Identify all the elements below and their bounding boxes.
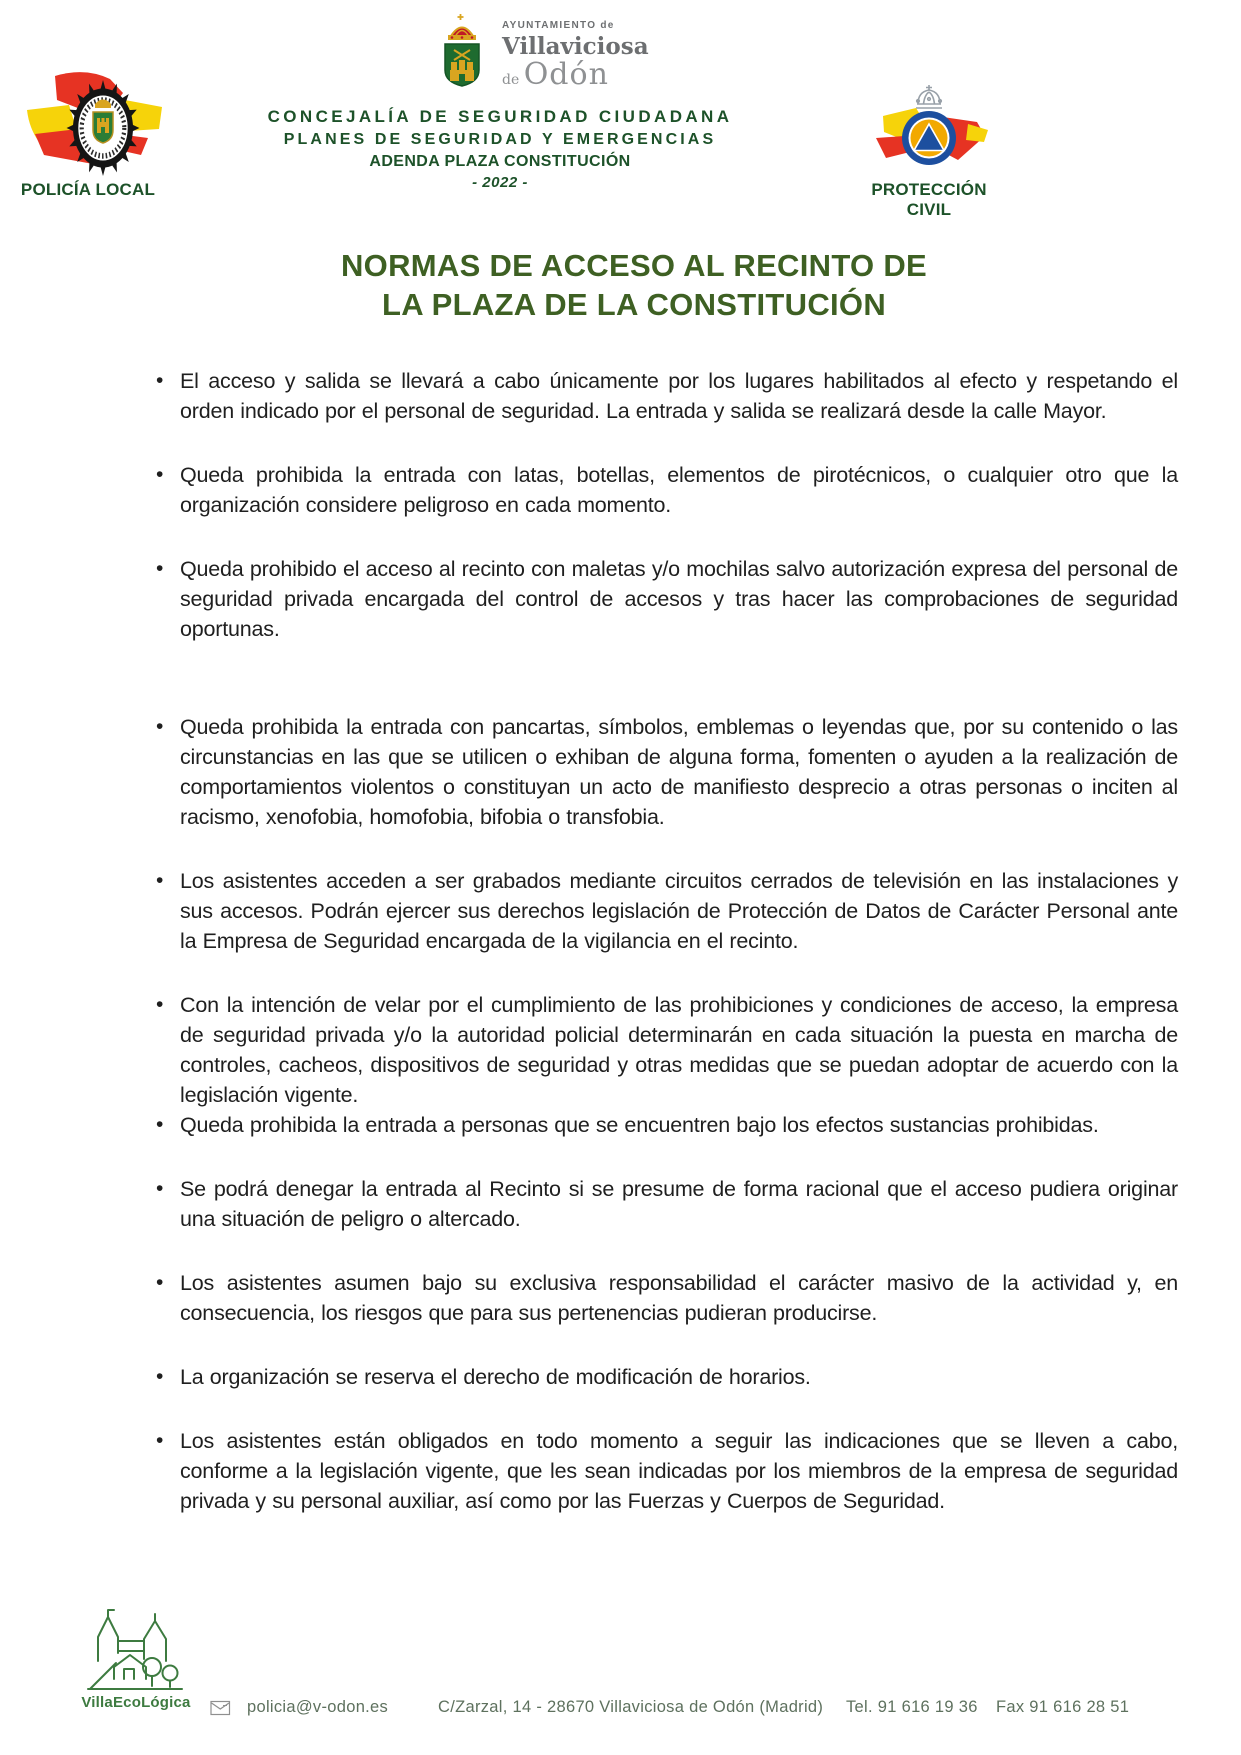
rule-text: El acceso y salida se llevará a cabo únicamente por los lugares habilitados al efecto y respetando el orden indicado por el personal de seguridad. La entrada y salida se realizará desde la calle Mayor. [180, 369, 1178, 423]
rule-text: Queda prohibida la entrada con pancartas, símbolos, emblemas o leyendas que, por su contenido o las circunstancias en las que se utilicen o exhiban de alguna forma, fomenten o ayuden a la realización de comportamientos violentos o constituyan un acto de manifiesto desprecio a otras personas o inciten al racismo, xenofobia, homofobia, bifobia o transfobia. [180, 715, 1178, 829]
villaecologica-logo-icon [86, 1597, 186, 1691]
policia-local-label: POLICÍA LOCAL [20, 180, 156, 199]
rule-text: Queda prohibida la entrada con latas, botellas, elementos de pirotécnicos, o cualquier otro que la organización considere peligroso en cada momento. [180, 463, 1178, 517]
page-title-line-2: LA PLAZA DE LA CONSTITUCIÓN [381, 287, 887, 322]
rule-item [152, 1268, 1178, 1328]
rule-item [152, 366, 1178, 426]
town-de: de [502, 72, 520, 88]
rule-text: Con la intención de velar por el cumplimiento de las prohibiciones y condiciones de acceso, la empresa de seguridad privada y/o la autoridad policial determinarán en cada situación la puesta en marcha de controles, cacheos, dispositivos de seguridad y otras medidas que se puedan adoptar de acuerdo con la legislación vigente. [180, 993, 1178, 1107]
policia-local-badge-icon [25, 72, 165, 180]
villaecologica-logo-text: VillaEcoLógica [81, 1694, 191, 1711]
footer-phone: Tel. 91 616 19 36 [846, 1698, 978, 1716]
rules-list [152, 366, 1178, 1516]
town-name: Villaviciosa [502, 33, 649, 60]
dept-line-1: CONCEJALÍA DE SEGURIDAD CIUDADANA [267, 107, 733, 126]
page-title [34, 246, 1234, 324]
rule-text: Queda prohibido el acceso al recinto con maletas y/o mochilas salvo autorización expresa del personal de seguridad privada encargada del control de accesos y tras hacer las comprobaciones de seguridad oportunas. [180, 557, 1178, 641]
rule-item [152, 866, 1178, 956]
page-title-line-1: NORMAS DE ACCESO AL RECINTO DE [341, 248, 927, 283]
rule-item [152, 460, 1178, 520]
footer-email: policia@v-odon.es [247, 1698, 389, 1716]
rule-item [152, 1174, 1178, 1234]
footer-address: C/Zarzal, 14 - 28670 Villaviciosa de Odón (Madrid) [438, 1698, 824, 1716]
proteccion-civil-label: PROTECCIÓN CIVIL [871, 180, 987, 219]
dept-line-4: - 2022 - [472, 174, 528, 191]
dept-line-2: PLANES DE SEGURIDAD Y EMERGENCIAS [283, 131, 717, 148]
town-small-caption: AYUNTAMIENTO de [502, 20, 615, 31]
dept-line-3: ADENDA PLAZA CONSTITUCIÓN [369, 153, 631, 170]
department-heading [260, 105, 740, 193]
rule-text: Se podrá denegar la entrada al Recinto si se presume de forma racional que el acceso pudiera originar una situación de peligro o altercado. [180, 1177, 1178, 1231]
rule-text: Queda prohibida la entrada a personas que se encuentren bajo los efectos sustancias prohibidas. [180, 1113, 1099, 1137]
proteccion-civil-badge-icon [870, 78, 990, 178]
rule-item [152, 1362, 1178, 1392]
rule-text: Los asistentes están obligados en todo momento a seguir las indicaciones que se lleven a cabo, conforme a la legislación vigente, que les sean indicadas por los miembros de la empresa de seguridad privada y su personal auxiliar, así como por las Fuerzas y Cuerpos de Seguridad. [180, 1429, 1178, 1513]
rule-text: La organización se reserva el derecho de modificación de horarios. [180, 1365, 811, 1389]
town-logo-text [502, 21, 649, 90]
rule-text: Los asistentes acceden a ser grabados mediante circuitos cerrados de televisión en las instalaciones y sus accesos. Podrán ejercer sus derechos legislación de Protección de Datos de Carácter Personal ante la Empresa de Seguridad encargada de la vigilancia en el recinto. [180, 869, 1178, 953]
envelope-icon [210, 1700, 231, 1716]
town-odon: Odón [523, 57, 609, 92]
rule-item [152, 554, 1178, 644]
footer-fax: Fax 91 616 28 51 [996, 1698, 1130, 1716]
rule-item [152, 990, 1178, 1110]
villaviciosa-shield-icon [441, 12, 483, 90]
rule-item [152, 712, 1178, 832]
rule-item [152, 1426, 1178, 1516]
rule-item [152, 1110, 1178, 1140]
rule-text: Los asistentes asumen bajo su exclusiva responsabilidad el carácter masivo de la actividad y, en consecuencia, los riesgos que para sus pertenencias pudieran producirse. [180, 1271, 1178, 1325]
